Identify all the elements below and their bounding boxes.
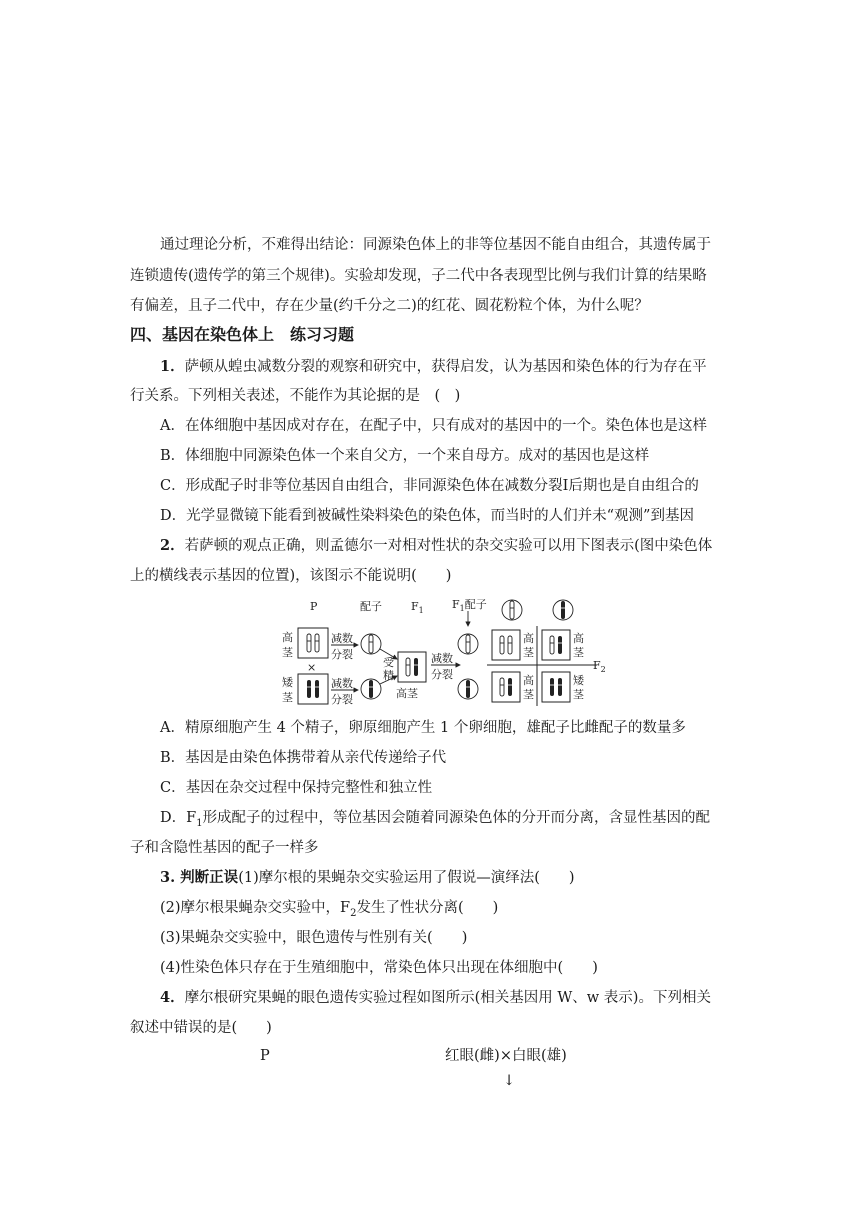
q4-number: 4．	[160, 989, 185, 1006]
q3-item-4: (4)性染色体只存在于生殖细胞中，常染色体只出现在体细胞中( )	[160, 960, 598, 976]
q1-stem-line-1	[160, 357, 707, 377]
svg-text:分裂: 分裂	[331, 648, 353, 661]
svg-text:分裂: 分裂	[331, 693, 353, 706]
section-title: 四、基因在染色体上 练习习题	[130, 325, 355, 344]
q2-stem-text: 若萨顿的观点正确，则孟德尔一对相对性状的杂交实验可以用下图表示(图中染色体	[184, 538, 713, 554]
q3-number: 3. 判断正误	[160, 869, 239, 886]
label-fertilization: 受	[383, 656, 394, 669]
q1-stem-line-2: 行关系。下列相关表述，不能作为其论据的是 ( )	[130, 388, 461, 404]
q4-label-p: P	[260, 1048, 270, 1064]
svg-text:高: 高	[523, 674, 534, 687]
label-f2: $F_2$	[593, 659, 606, 674]
svg-text:减数: 减数	[331, 632, 353, 645]
label-p: P	[310, 600, 318, 613]
q2-number: 2．	[160, 537, 185, 554]
q4-down-arrow: ↓	[503, 1073, 516, 1089]
q3-item-2: (2)摩尔根果蝇杂交实验中，$F_2$发生了性状分离( )	[160, 900, 499, 919]
svg-text:精: 精	[383, 669, 394, 682]
svg-text:茎: 茎	[523, 688, 534, 701]
q1-option-a: A．在体细胞中基因成对存在，在配子中，只有成对的基因中的一个。染色体也是这样	[160, 418, 707, 434]
f2-cell-short	[542, 672, 570, 702]
q2-option-a: A．精原细胞产生 4 个精子，卵原细胞产生 1 个卵细胞，雄配子比雌配子的数量多	[160, 720, 686, 736]
svg-text:高: 高	[523, 632, 534, 645]
label-gamete: 配子	[360, 600, 382, 613]
q1-option-d: D．光学显微镜下能看到被碱性染料染色的染色体，而当时的人们并未“观测”到基因	[160, 508, 694, 524]
q1-number: 1．	[160, 358, 185, 375]
q4-stem-line-1: 4．摩尔根研究果蝇的眼色遗传实验过程如图所示(相关基因用 W、w 表示)。下列相关	[160, 989, 711, 1006]
svg-text:减数: 减数	[431, 652, 453, 665]
q2-option-d: D．$F_1$形成配子的过程中，等位基因会随着同源染色体的分开而分离，含显性基因的配	[160, 810, 711, 829]
label-f1-gamete: $F_1$配子	[452, 598, 487, 613]
intro-line-3: 有偏差，且子二代中，存在少量(约千分之二)的红花、圆花粉粒个体，为什么呢？	[130, 298, 649, 314]
label-stem: 茎	[282, 646, 293, 659]
genetics-cross-diagram	[280, 596, 610, 714]
q3-item-3: (3)果蝇杂交实验中，眼色遗传与性别有关( )	[160, 930, 468, 946]
svg-text:矮: 矮	[573, 674, 584, 687]
q4-stem-line-2: 叙述中错误的是( )	[130, 1020, 272, 1036]
label-stem: 茎	[282, 691, 293, 704]
svg-text:茎: 茎	[573, 688, 584, 701]
f2-cell-tall	[492, 630, 520, 660]
svg-text:分裂: 分裂	[431, 668, 453, 681]
intro-line-2: 连锁遗传(遗传学的第三个规律)。实验却发现，子二代中各表现型比例与我们计算的结果略	[130, 268, 707, 284]
q2-stem-line-2: 上的横线表示基因的位置)，该图示不能说明( )	[130, 568, 452, 584]
f2-cell-tall	[492, 672, 520, 702]
q1-option-b: B．体细胞中同源染色体一个来自父方，一个来自母方。成对的基因也是这样	[160, 448, 650, 464]
q2-stem-line-1	[160, 536, 712, 556]
q1-stem-text: 萨顿从蝗虫减数分裂的观察和研究中，获得启发，认为基因和染色体的行为存在平	[184, 359, 707, 375]
intro-line-1: 通过理论分析，不难得出结论：同源染色体上的非等位基因不能自由组合，其遗传属于	[160, 237, 711, 253]
q4-parent-cross: 红眼(雌)×白眼(雄)	[445, 1048, 567, 1064]
q3-item-1: 3. 判断正误(1)摩尔根的果蝇杂交实验运用了假说—演绎法( )	[160, 869, 575, 886]
q2-option-d-line-2: 子和含隐性基因的配子一样多	[130, 840, 319, 856]
svg-text:高: 高	[573, 632, 584, 645]
label-f1-tall-stem: 高茎	[396, 687, 418, 700]
f1-cell	[398, 652, 426, 682]
label-tall: 高	[282, 631, 293, 644]
label-f1: $F_1$	[411, 600, 424, 615]
q2-option-c: C．基因在杂交过程中保持完整性和独立性	[160, 780, 433, 796]
parent-tall-cell	[298, 628, 328, 658]
svg-text:茎: 茎	[573, 646, 584, 659]
svg-text:茎: 茎	[523, 646, 534, 659]
f2-cell-tall	[542, 630, 570, 660]
cross-symbol: ×	[307, 661, 317, 674]
svg-text:减数: 减数	[331, 677, 353, 690]
parent-short-cell	[298, 674, 328, 704]
q1-option-c: C．形成配子时非等位基因自由组合，非同源染色体在减数分裂Ⅰ后期也是自由组合的	[160, 478, 699, 494]
q2-option-b: B．基因是由染色体携带着从亲代传递给子代	[160, 750, 447, 766]
label-short: 矮	[282, 676, 293, 689]
